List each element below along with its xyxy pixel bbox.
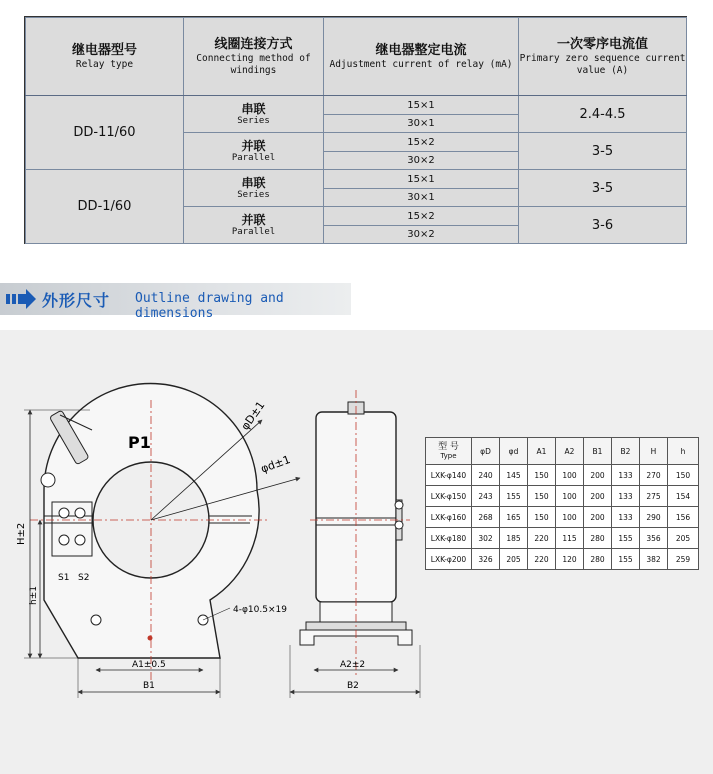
cell: 240 <box>472 465 500 486</box>
cell: 268 <box>472 507 500 528</box>
header-col: h <box>668 438 699 465</box>
cell: 302 <box>472 528 500 549</box>
cell: 280 <box>584 528 612 549</box>
cell: 145 <box>500 465 528 486</box>
label-b2: B2 <box>347 681 359 691</box>
cell: 133 <box>612 465 640 486</box>
cell: LXK-φ180 <box>426 528 472 549</box>
adjustment-current-cell: 15×1 <box>324 170 519 189</box>
cell: 100 <box>556 486 584 507</box>
header-relay-type: 继电器型号 Relay type <box>26 18 184 96</box>
side-view <box>290 390 420 698</box>
cell: 150 <box>528 465 556 486</box>
table-row <box>26 170 687 189</box>
adjustment-current-cell: 30×1 <box>324 115 519 133</box>
cell: LXK-φ200 <box>426 549 472 570</box>
label-outer-diameter: φD±1 <box>238 398 268 433</box>
header-col: φd <box>500 438 528 465</box>
label-mount-holes: 4-φ10.5×19 <box>233 605 287 615</box>
cell: 290 <box>640 507 668 528</box>
winding-cell: 并联 Parallel <box>184 133 324 170</box>
label-center-height: h±1 <box>29 586 39 605</box>
label-s2: S2 <box>78 573 90 583</box>
cell: 155 <box>612 549 640 570</box>
header-col: φD <box>472 438 500 465</box>
relay-spec-table <box>24 16 687 244</box>
cell: 120 <box>556 549 584 570</box>
cell: 205 <box>668 528 699 549</box>
adjustment-current-cell: 30×1 <box>324 189 519 207</box>
adjustment-current-cell: 15×2 <box>324 133 519 152</box>
relay-type-cell: DD-11/60 <box>26 96 184 170</box>
section-title-cn: 外形尺寸 <box>42 291 111 310</box>
adjustment-current-cell: 30×2 <box>324 226 519 244</box>
label-s1: S1 <box>58 573 70 583</box>
winding-cell: 串联 Series <box>184 96 324 133</box>
label-inner-diameter: φd±1 <box>259 452 293 476</box>
table-row <box>426 549 699 570</box>
cell: 243 <box>472 486 500 507</box>
cell: 205 <box>500 549 528 570</box>
primary-current-cell: 3-5 <box>519 170 687 207</box>
adjustment-current-cell: 15×2 <box>324 207 519 226</box>
cell: 150 <box>668 465 699 486</box>
adjustment-current-cell: 30×2 <box>324 152 519 170</box>
header-adjustment-current: 继电器整定电流 Adjustment current of relay (mA) <box>324 18 519 96</box>
dimension-header-row <box>426 438 699 465</box>
header-col: H <box>640 438 668 465</box>
header-col: A2 <box>556 438 584 465</box>
header-col: B1 <box>584 438 612 465</box>
header-connecting-method: 线圈连接方式 Connecting method of windings <box>184 18 324 96</box>
header-type: 型 号 Type <box>426 438 472 465</box>
label-a1: A1±0.5 <box>132 660 166 670</box>
header-col: A1 <box>528 438 556 465</box>
front-view <box>16 384 300 699</box>
relay-table <box>25 17 687 244</box>
cell: 275 <box>640 486 668 507</box>
cell: 155 <box>500 486 528 507</box>
cell: 200 <box>584 465 612 486</box>
table-row <box>26 96 687 115</box>
cell: 259 <box>668 549 699 570</box>
header-primary-current: 一次零序电流值 Primary zero sequence current value (A) <box>519 18 687 96</box>
label-b1: B1 <box>143 681 155 691</box>
cell: 150 <box>528 486 556 507</box>
cell: 200 <box>584 486 612 507</box>
section-banner <box>0 283 351 321</box>
adjustment-current-cell: 15×1 <box>324 96 519 115</box>
cell: 100 <box>556 465 584 486</box>
cell: 326 <box>472 549 500 570</box>
header-col: B2 <box>612 438 640 465</box>
cell: 100 <box>556 507 584 528</box>
cell: LXK-φ150 <box>426 486 472 507</box>
cell: 270 <box>640 465 668 486</box>
winding-cell: 并联 Parallel <box>184 207 324 244</box>
cell: LXK-φ140 <box>426 465 472 486</box>
relay-header-row <box>26 18 687 96</box>
label-p1: P1 <box>128 433 151 452</box>
cell: 150 <box>528 507 556 528</box>
cell: 155 <box>612 528 640 549</box>
table-row <box>426 486 699 507</box>
winding-cell: 串联 Series <box>184 170 324 207</box>
cell: 154 <box>668 486 699 507</box>
cell: 156 <box>668 507 699 528</box>
cell: LXK-φ160 <box>426 507 472 528</box>
cell: 185 <box>500 528 528 549</box>
cell: 220 <box>528 528 556 549</box>
cell: 280 <box>584 549 612 570</box>
table-row <box>426 465 699 486</box>
primary-current-cell: 3-5 <box>519 133 687 170</box>
arrow-right-icon <box>6 289 36 309</box>
cell: 200 <box>584 507 612 528</box>
label-a2: A2±2 <box>340 660 366 670</box>
relay-type-cell: DD-1/60 <box>26 170 184 244</box>
cell: 220 <box>528 549 556 570</box>
cell: 165 <box>500 507 528 528</box>
cell: 382 <box>640 549 668 570</box>
table-row <box>426 507 699 528</box>
label-height: H±2 <box>16 522 27 545</box>
table-row <box>426 528 699 549</box>
cell: 115 <box>556 528 584 549</box>
primary-current-cell: 2.4-4.5 <box>519 96 687 133</box>
dimension-table <box>425 437 699 570</box>
cell: 133 <box>612 486 640 507</box>
section-title-en: Outline drawing and dimensions <box>135 291 284 321</box>
cell: 356 <box>640 528 668 549</box>
cell: 133 <box>612 507 640 528</box>
primary-current-cell: 3-6 <box>519 207 687 244</box>
